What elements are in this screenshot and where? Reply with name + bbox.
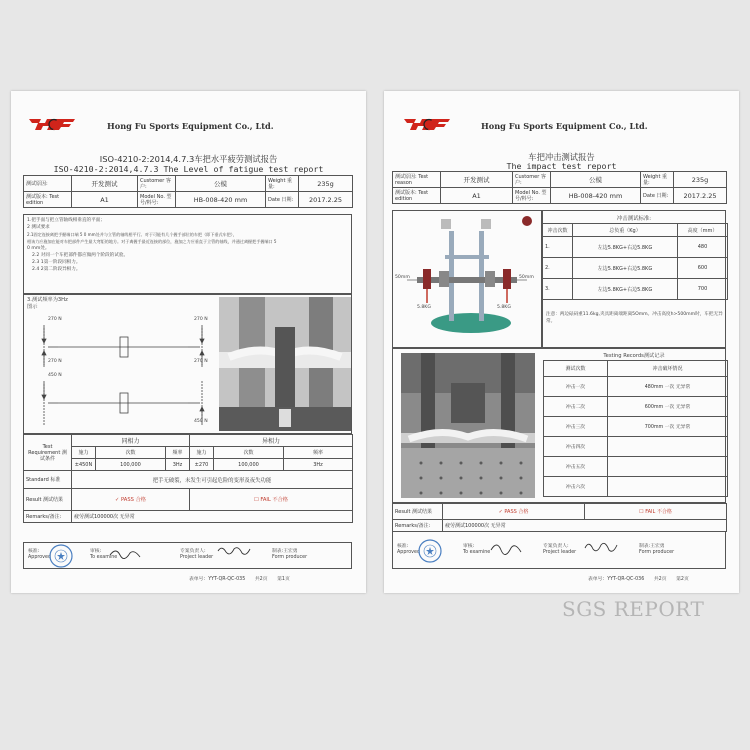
- model-value: HB-008-420 mm: [176, 192, 266, 208]
- freq-value: 3Hz: [284, 459, 353, 471]
- count-col: 次数: [214, 447, 284, 459]
- reason-value: 开发测试: [72, 176, 138, 192]
- std-height: 600: [678, 258, 728, 279]
- std-col: 总负重（Kg）: [573, 224, 678, 237]
- customer-value: 公模: [176, 176, 266, 192]
- rec-count: 冲击五次: [544, 457, 608, 477]
- procedure-line: 2 测试要求: [27, 225, 50, 230]
- weight-label: Weight 重量:: [641, 172, 674, 188]
- leader-label: 专案负责人:: [180, 549, 206, 554]
- examine-label: 审核:: [90, 549, 102, 554]
- rec-count: 冲击四次: [544, 437, 608, 457]
- rec-count: 冲击一次: [544, 377, 608, 397]
- remarks-text: 疲劳测试100000次 无异常: [443, 520, 727, 532]
- customer-label: Customer 客户:: [138, 176, 176, 192]
- leader-en: Project leader: [543, 550, 577, 555]
- procedure-line: 2.4 2第二阶段异相力。: [32, 267, 81, 272]
- producer-label: 制表:王宏勇: [272, 549, 298, 554]
- report-title-cn: 车把冲击测试报告: [528, 152, 595, 162]
- freq-value: 3Hz: [166, 459, 190, 471]
- std-n: 2.: [543, 258, 573, 279]
- examine-label: 审核:: [463, 544, 475, 549]
- impact-rig-diagram-icon: [393, 211, 543, 349]
- fail-text: FAIL 不合格: [260, 497, 288, 503]
- same-phase-header: 同相力: [72, 435, 190, 447]
- approved-en: Approved: [397, 550, 421, 555]
- records-section: [392, 348, 726, 503]
- impact-test-photo: [401, 353, 535, 498]
- reason-label: 测试原因: Test reason: [393, 172, 441, 188]
- signature-examine-icon: [489, 538, 523, 558]
- rec-result: 700mm 一次 无异常: [608, 417, 728, 437]
- report-page-fatigue: [11, 91, 366, 593]
- edition-label: 测试版本: Test edition: [24, 192, 72, 208]
- force-label: 270 N: [48, 317, 62, 322]
- rec-result: [608, 437, 728, 457]
- freq-col: 频率: [284, 447, 353, 459]
- std-n: 1.: [543, 237, 573, 258]
- producer-label: 制表:王宏勇: [639, 544, 665, 549]
- anti-phase-header: 异相力: [190, 435, 353, 447]
- hf-logo-icon: [27, 117, 77, 131]
- report-title-cn: ISO-4210-2:2014,4.7.3车把水平疲劳测试报告: [99, 154, 278, 164]
- customer-value: 公模: [551, 172, 641, 188]
- fail-text: FAIL 不合格: [645, 509, 672, 515]
- std-load: 左边5.8KG+右边5.8KG: [573, 279, 678, 300]
- rec-count: 冲击三次: [544, 417, 608, 437]
- signature-leader-icon: [583, 538, 619, 556]
- weight-value: 235g: [299, 176, 353, 192]
- impact-standard-section: [542, 210, 726, 348]
- std-height: 480: [678, 237, 728, 258]
- std-load: 左边5.8KG+右边5.8KG: [573, 237, 678, 258]
- std-table: [542, 223, 728, 300]
- std-heading: 冲击测试标准:: [616, 216, 652, 222]
- hf-logo-icon: [402, 117, 452, 131]
- procedure-box: [23, 214, 352, 294]
- result-table: [392, 503, 727, 532]
- freq-col: 频率: [166, 447, 190, 459]
- pass-text: PASS 合格: [504, 509, 529, 515]
- rec-count: 冲击六次: [544, 477, 608, 497]
- freq-heading: 3.测试频率为3Hz: [27, 297, 68, 303]
- std-col: 冲击次数: [543, 224, 573, 237]
- dim-label: 50mm: [519, 275, 534, 280]
- rec-result: 480mm 一次 无异常: [608, 377, 728, 397]
- reason-value: 开发测试: [441, 172, 513, 188]
- leader-label: 专案负责人:: [543, 544, 569, 549]
- approved-en: Approved: [28, 555, 52, 560]
- test-requirement-table: [23, 434, 353, 523]
- company-name: Hong Fu Sports Equipment Co., Ltd.: [481, 121, 648, 131]
- customer-label: Customer 客户:: [513, 172, 551, 188]
- force-label: 450 N: [194, 419, 208, 424]
- std-height: 700: [678, 279, 728, 300]
- procedure-line: 2.3 1第一阶段同相力。: [32, 260, 81, 265]
- report-title-en: ISO-4210-2:2014,4.7.3 The Level of fatigue test report: [53, 164, 324, 174]
- approved-label: 核准:: [397, 544, 409, 549]
- procedure-line: 0 mm处。: [27, 246, 50, 251]
- std-load: 左边5.8KG+右边5.8KG: [573, 258, 678, 279]
- weight-value: 235g: [674, 172, 727, 188]
- dim-label: 50mm: [395, 275, 410, 280]
- force-label: 270 N: [194, 317, 208, 322]
- standard-label: Standard 标准: [24, 471, 72, 489]
- force-label: 270 N: [194, 359, 208, 364]
- pass-option: ✓ PASS 合格: [72, 489, 190, 511]
- procedure-line: 2.1固定连接离把手握端口端 5 0 mm处并与立管的轴线相平行。对于可能有几个握手部位的车把（即下垂式车把），: [27, 232, 237, 237]
- model-label: Model No. 型号/料号:: [138, 192, 176, 208]
- force-col: 施力: [190, 447, 214, 459]
- examine-en: To examine: [90, 555, 118, 560]
- remarks-label: Remarks/备注:: [24, 511, 72, 523]
- rec-result: [608, 457, 728, 477]
- info-table: [23, 175, 353, 208]
- std-col: 高度（mm）: [678, 224, 728, 237]
- standard-text: 把手无破裂，未发生可引起危险的变形及夜失功能: [72, 471, 353, 489]
- requirement-label: Test Requirement 测试条件: [24, 435, 72, 471]
- examine-en: To examine: [463, 550, 491, 555]
- weight-tag: 5.8KG: [497, 305, 511, 310]
- signature-row: [23, 542, 352, 569]
- records-table: [543, 360, 728, 497]
- diagram-section: [23, 294, 352, 434]
- count-col: 次数: [96, 447, 166, 459]
- rec-col: 测试次数: [544, 361, 608, 377]
- std-note: 注意：两边砝码重11.6kg,夹具距离端距离5Omm。冲击高度h>500mm时，车把无异常。: [546, 312, 723, 324]
- company-stamp-icon: [417, 538, 443, 564]
- impact-diagram-box: [392, 210, 542, 348]
- report-page-impact: [384, 91, 739, 593]
- pass-option: ✓ PASS 合格: [443, 504, 585, 520]
- reason-label: 测试原因:: [24, 176, 72, 192]
- form-number: 表单号：YYT-QR-QC-036 共2页 第2页: [588, 577, 689, 582]
- report-header: [11, 117, 366, 135]
- date-value: 2017.2.25: [299, 192, 353, 208]
- company-name: Hong Fu Sports Equipment Co., Ltd.: [107, 121, 274, 131]
- signature-leader-icon: [216, 543, 252, 559]
- rec-result: [608, 477, 728, 497]
- procedure-line: 相该力应施加在能对车把部件产生最大弯矩的地方。对于离握手最近连接的部位，施加之力应垂直于立管的轴线，并通过离握把手握端口 5: [27, 239, 277, 244]
- remarks-text: 疲劳测试100000次 无异常: [72, 511, 353, 523]
- rec-result: 600mm 一次 无异常: [608, 397, 728, 417]
- edition-value: A1: [72, 192, 138, 208]
- date-label: Date 日期:: [266, 192, 299, 208]
- result-label: Result 测试结果: [393, 504, 443, 520]
- procedure-line: 2.2 对同一个车把部件都应做两个阶段的试验。: [32, 253, 129, 258]
- force-value: ±270: [190, 459, 214, 471]
- rec-col: 冲击破坏情况: [608, 361, 728, 377]
- weight-tag: 5.8KG: [417, 305, 431, 310]
- pass-text: PASS 合格: [121, 497, 146, 503]
- approved-label: 核准:: [28, 549, 40, 554]
- diagram-heading: 图示: [27, 304, 38, 310]
- records-heading: Testing Records测试记录: [603, 353, 665, 359]
- model-label: Model No. 型号/料号:: [513, 188, 551, 204]
- producer-en: Form producer: [639, 550, 675, 555]
- sgs-report-watermark: SGS REPORT: [562, 597, 705, 621]
- fail-option: ☐ FAIL 不合格: [190, 489, 353, 511]
- rec-count: 冲击二次: [544, 397, 608, 417]
- fail-option: ☐ FAIL 不合格: [585, 504, 727, 520]
- form-number: 表单号：YYT-QR-QC-035 共2页 第1页: [189, 577, 290, 582]
- signature-row: [392, 531, 726, 569]
- leader-en: Project leader: [180, 555, 214, 560]
- count-value: 100,000: [96, 459, 166, 471]
- company-stamp-icon: [48, 543, 74, 569]
- weight-label: Weight 重量:: [266, 176, 299, 192]
- result-label: Result 测试结果: [24, 489, 72, 511]
- fatigue-test-photo: [219, 297, 351, 431]
- edition-value: A1: [441, 188, 513, 204]
- force-label: 270 N: [48, 359, 62, 364]
- date-label: Date 日期:: [641, 188, 674, 204]
- force-label: 450 N: [48, 373, 62, 378]
- force-col: 施力: [72, 447, 96, 459]
- procedure-line: 1.把手面与把立管轴线相垂直的平面；: [27, 218, 105, 223]
- edition-label: 测试版本: Test edition: [393, 188, 441, 204]
- signature-examine-icon: [108, 545, 142, 563]
- force-value: ±450N: [72, 459, 96, 471]
- remarks-label: Remarks/备注:: [393, 520, 443, 532]
- report-header: [384, 117, 739, 135]
- std-n: 3.: [543, 279, 573, 300]
- report-title-en: The impact test report: [506, 161, 617, 171]
- date-value: 2017.2.25: [674, 188, 727, 204]
- count-value: 100,000: [214, 459, 284, 471]
- info-table: [392, 171, 727, 204]
- model-value: HB-008-420 mm: [551, 188, 641, 204]
- producer-en: Form producer: [272, 555, 308, 560]
